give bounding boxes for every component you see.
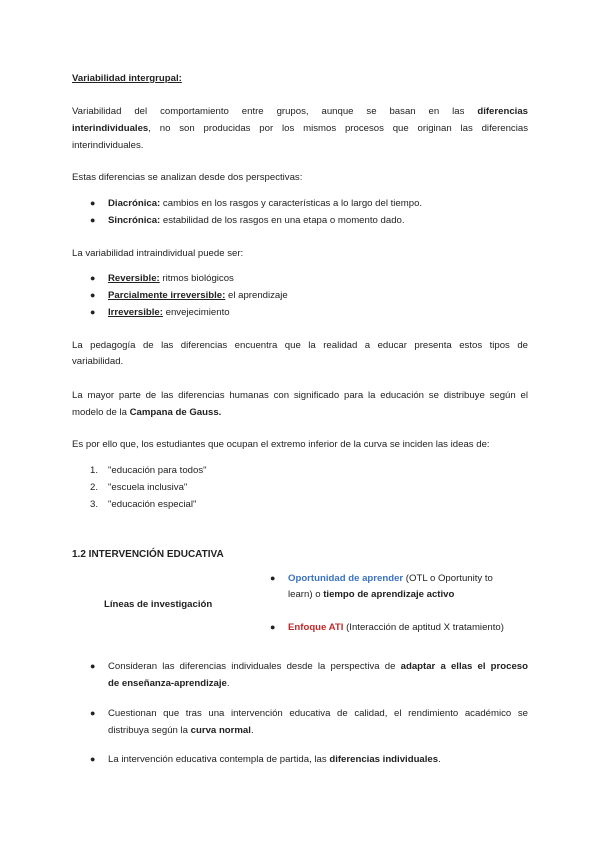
text-span: el aprendizaje [225, 290, 288, 301]
final-bullet-1-line-2 [108, 675, 230, 692]
paragraph-4-line-2: variabilidad. [72, 356, 124, 367]
text-span: . [250, 725, 254, 736]
bold-span: adaptar a ellas el proceso [400, 661, 528, 672]
text-span: envejecimiento [162, 307, 230, 318]
paragraph-1-line-1 [72, 103, 528, 120]
bold-span: Irreversible: [108, 307, 163, 318]
text-span: , no son producidas por los mismos procesos que originan las diferencias [148, 123, 528, 134]
bullet-icon: ● [90, 273, 96, 283]
list-number: 1. [90, 465, 99, 476]
final-bullet-2-line-1: Cuestionan que tras una intervención educativa de calidad, el rendimiento académico se [108, 708, 528, 719]
list-item-escuela-inclusiva: "escuela inclusiva" [108, 482, 188, 493]
linea-item-2 [288, 619, 504, 636]
list-item-educacion-para-todos: "educación para todos" [108, 465, 207, 476]
lineas-investigacion-label: Líneas de investigación [104, 599, 213, 610]
paragraph-4-line-1: La pedagogía de las diferencias encuentra que la realidad a educar presenta estos tipos de [72, 340, 528, 351]
text-span: distribuya según la [108, 725, 191, 736]
paragraph-2: Estas diferencias se analizan desde dos perspectivas: [72, 172, 303, 183]
bold-span: diferencias individuales [329, 754, 439, 765]
list-item-parcialmente-irreversible [108, 287, 288, 304]
bold-span: diferencias [477, 106, 528, 117]
list-number: 3. [90, 499, 99, 510]
bullet-icon: ● [270, 573, 276, 583]
paragraph-3: La variabilidad intraindividual puede ser: [72, 248, 244, 259]
bold-span: curva normal [190, 725, 251, 736]
list-item-educacion-especial: "educación especial" [108, 499, 197, 510]
list-item-sincronica [108, 212, 405, 229]
bold-span: Reversible: [108, 273, 160, 284]
bold-span: de enseñanza-aprendizaje [108, 678, 227, 689]
paragraph-1-line-3: interindividuales. [72, 140, 144, 151]
list-number: 2. [90, 482, 99, 493]
text-span: (Interacción de aptitud X tratamiento) [343, 622, 504, 633]
bold-span: Sincrónica: [108, 215, 161, 226]
text-span: estabilidad de los rasgos en una etapa o momento dado. [160, 215, 405, 226]
bold-span: interindividuales [72, 123, 149, 134]
final-bullet-3 [108, 751, 441, 768]
paragraph-1-line-2 [72, 120, 528, 137]
bullet-icon: ● [90, 708, 96, 718]
paragraph-5-line-1: La mayor parte de las diferencias humanas con significado para la educación se distribuye según el [72, 390, 528, 401]
heading-variabilidad-intergrupal: Variabilidad intergrupal: [72, 73, 182, 84]
text-span: ritmos biológicos [159, 273, 234, 284]
linea-item-1-line-1 [288, 570, 493, 587]
list-item-irreversible [108, 304, 230, 321]
bold-span: Campana de Gauss. [129, 407, 222, 418]
list-item-diacronica [108, 195, 422, 212]
bullet-icon: ● [90, 198, 96, 208]
bold-span: tiempo de aprendizaje activo [323, 589, 455, 600]
final-bullet-1-line-1 [108, 658, 528, 675]
bullet-icon: ● [90, 661, 96, 671]
text-span: La intervención educativa contempla de partida, las [108, 754, 330, 765]
text-span: Variabilidad del comportamiento entre grupos, aunque se basan en las [72, 106, 465, 117]
bold-span: Parcialmente irreversible: [108, 290, 226, 301]
paragraph-6: Es por ello que, los estudiantes que ocupan el extremo inferior de la curva se inciden las ideas de: [72, 439, 490, 450]
bullet-icon: ● [90, 215, 96, 225]
bullet-icon: ● [90, 290, 96, 300]
paragraph-5-line-2 [72, 404, 221, 421]
text-span: Consideran las diferencias individuales desde la perspectiva de [108, 661, 401, 672]
list-item-reversible [108, 270, 234, 287]
text-span: learn) o [288, 589, 324, 600]
text-span: . [438, 754, 441, 765]
text-span: (OTL o Oportunity to [403, 573, 493, 584]
text-span: modelo de la [72, 407, 130, 418]
highlight-span: Oportunidad de aprender [288, 573, 404, 584]
section-title: 1.2 INTERVENCIÓN EDUCATIVA [72, 549, 224, 560]
bold-span: Diacrónica: [108, 198, 161, 209]
bullet-icon: ● [90, 754, 96, 764]
bullet-icon: ● [270, 622, 276, 632]
text-span: cambios en los rasgos y características a lo largo del tiempo. [160, 198, 423, 209]
highlight-span: Enfoque ATI [288, 622, 344, 633]
linea-item-1-line-2 [288, 586, 454, 603]
bullet-icon: ● [90, 307, 96, 317]
text-span: . [226, 678, 230, 689]
final-bullet-2-line-2 [108, 722, 254, 739]
